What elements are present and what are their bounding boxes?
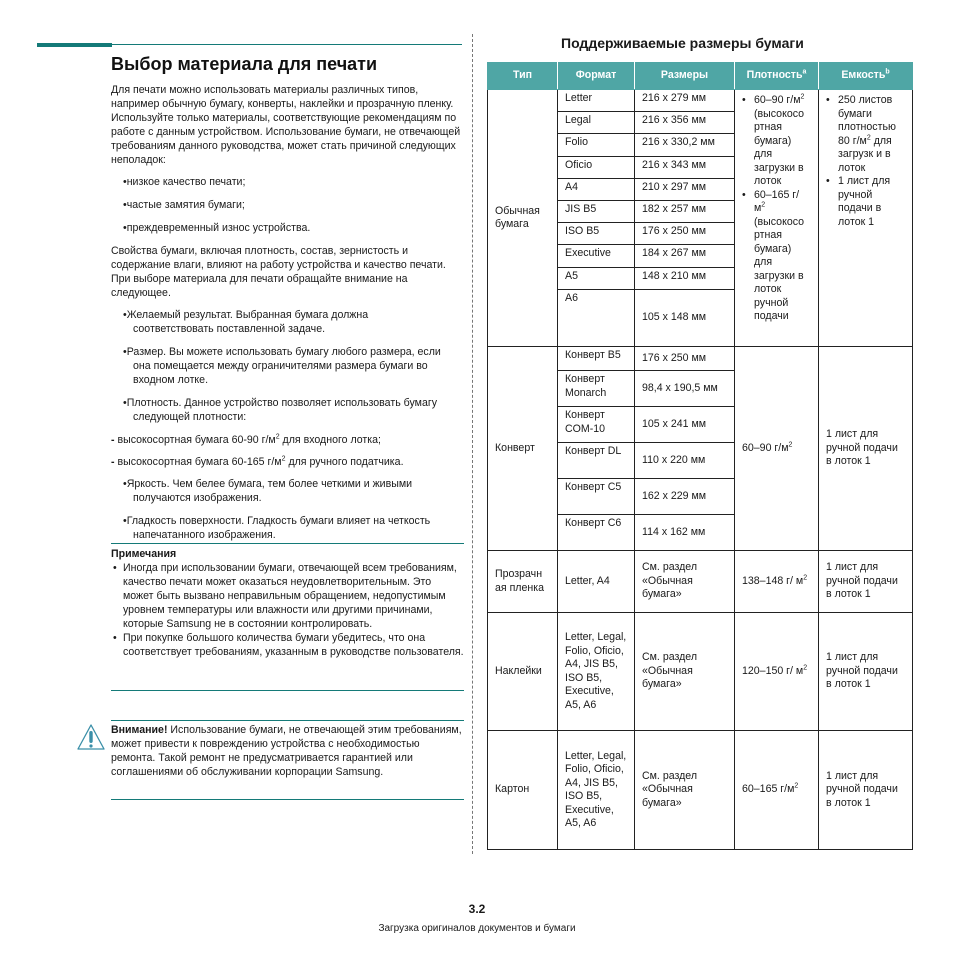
warning-text: Внимание! Использование бумаги, не отвечающей этим требованиям, может привести к повреждению устройства с необходимостью ремонта. Такой ремонт не предусматривается гарантией или соглашениями об обслуживании корпорации Samsung. (111, 724, 462, 778)
table-row (488, 90, 913, 112)
col-header-type: Тип (488, 63, 558, 90)
col-header-format: Формат (558, 63, 635, 90)
size-cell: 114 x 162 мм (635, 515, 735, 551)
col-header-capacity: Емкость$^b$ (819, 63, 913, 90)
col-header-size: Размеры (635, 63, 735, 90)
size-cell: 216 x 343 мм (635, 157, 735, 179)
warning-top-rule (111, 720, 464, 721)
notes-bottom-rule (111, 690, 464, 691)
format-cell: A6 (558, 290, 635, 347)
format-cell: Конверт B5 (558, 347, 635, 371)
col-header-weight: Плотность$^a$ (735, 63, 819, 90)
format-cell: Letter (558, 90, 635, 112)
warning-bottom-rule (111, 799, 464, 800)
factor-item: •Яркость. Чем белее бумага, тем более четкими и живыми получаются изображения. (123, 478, 413, 504)
format-cell: A5 (558, 268, 635, 290)
notes-top-rule (111, 543, 464, 544)
size-cell: 216 x 330,2 мм (635, 134, 735, 157)
format-cell: Конверт Monarch (558, 371, 635, 407)
weight-item: - высокосортная бумага 60-90 $г/м^2$ для входного лотка; (111, 433, 381, 446)
page-footer: Загрузка оригиналов документов и бумаги (378, 923, 576, 934)
factor-item: •Гладкость поверхности. Гладкость бумаги влияет на четкость напечатанного изображения. (123, 515, 431, 541)
size-cell: 216 x 356 мм (635, 112, 735, 134)
notes-box (111, 547, 464, 659)
weight-cell: 60–90 $г/м^2$ (735, 347, 819, 551)
factor-item: •Желаемый результат. Выбранная бумага должна соответствовать поставленной задаче. (123, 309, 369, 335)
format-cell: A4 (558, 179, 635, 201)
type-cell: Конверт (488, 347, 558, 551)
format-cell: Legal (558, 112, 635, 134)
table-title: Поддерживаемые размеры бумаги (561, 35, 804, 51)
size-cell: 162 x 229 мм (635, 479, 735, 515)
page-number: 3.2 (468, 902, 486, 916)
capacity-cell: 1 лист для ручной подачи в лоток 1 (819, 347, 913, 551)
intro-paragraph: Для печати можно использовать материалы различных типов, например обычную бумагу, конверты, наклейки и прозрачную пленку. Используйте только материалы, соответствующие рекомендациям по работе с данным устройством. Использование бумаги, не отвечающей требованиям данного руководства, может стать причиной следующих неполадок: (111, 84, 461, 166)
problem-item: •частые замятия бумаги; (123, 199, 245, 211)
table-row: Наклейки Letter, Legal, Folio, Oficio, A4, JIS B5, ISO B5, Executive, A5, A6 См. раздел «Обычная бумага» 120–150 г/ $м^2$ 1 лист для ручной подачи в лоток 1 (488, 613, 913, 731)
paper-sizes-table (487, 62, 913, 850)
format-cell: Конверт C5 (558, 479, 635, 515)
size-cell: 98,4 x 190,5 мм (635, 371, 735, 407)
size-cell: 105 x 241 мм (635, 407, 735, 443)
properties-paragraph: Свойства бумаги, включая плотность, состав, зернистость и содержание влаги, влияют на работу устройства и качество печати. При выборе материала для печати обращайте внимание на следующее. (111, 245, 446, 299)
size-cell: 176 x 250 мм (635, 223, 735, 245)
size-cell: 216 x 279 мм (635, 90, 735, 112)
format-cell: Oficio (558, 157, 635, 179)
format-cell: JIS B5 (558, 201, 635, 223)
weight-cell: • 60–90 $г/м^2$ (высокосо ртная бумага) для загрузки в лоток • 60–165 г/ $м^2$ (высокосо ртная бумага) для загрузки в лоток ручной подачи (735, 90, 819, 347)
note-item: • Иногда при использовании бумаги, отвечающей всем требованиям, качество печати может оказаться неудовлетворительным. Это может быть вызвано неправильным обращением, недопустимым уровнем температуры или влажности или другими причинами, которые Samsung не в состоянии контролировать. (111, 561, 464, 631)
notes-title: Примечания (111, 548, 177, 560)
type-cell: Обычная бумага (488, 90, 558, 347)
format-cell: Конверт COM-10 (558, 407, 635, 443)
format-cell: Конверт C6 (558, 515, 635, 551)
warning-icon (76, 722, 106, 752)
table-row (488, 347, 913, 371)
left-column (111, 83, 466, 551)
size-cell: 105 x 148 мм (635, 290, 735, 347)
table-row: Прозрачн ая пленка Letter, A4 См. раздел «Обычная бумага» 138–148 г/ $м^2$ 1 лист для ручной подачи в лоток 1 (488, 551, 913, 613)
size-cell: 110 x 220 мм (635, 443, 735, 479)
problem-item: •низкое качество печати; (123, 176, 246, 188)
factor-item: •Плотность. Данное устройство позволяет использовать бумагу следующей плотности: (123, 397, 438, 423)
column-divider (472, 34, 473, 854)
problem-item: •преждевременный износ устройства. (123, 222, 311, 234)
format-cell: Folio (558, 134, 635, 157)
page-title: Выбор материала для печати (111, 54, 378, 74)
size-cell: 176 x 250 мм (635, 347, 735, 371)
factor-item: •Размер. Вы можете использовать бумагу любого размера, если она помещается между ограничителями размера бумаги во входном лотке. (123, 346, 441, 386)
size-cell: 210 x 297 мм (635, 179, 735, 201)
table-row: Картон Letter, Legal, Folio, Oficio, A4, JIS B5, ISO B5, Executive, A5, A6 См. раздел «Обычная бумага» 60–165 $г/м^2$ 1 лист для ручной подачи в лоток 1 (488, 731, 913, 850)
format-cell: ISO B5 (558, 223, 635, 245)
weight-item: - высокосортная бумага 60-165 $г/м^2$ для ручного податчика. (111, 455, 404, 468)
table-header-row (488, 63, 913, 90)
note-item: • При покупке большого количества бумаги убедитесь, что она соответствует требованиям, указанным в руководстве пользователя. (111, 631, 464, 659)
size-cell: 182 x 257 мм (635, 201, 735, 223)
header-rule-accent (37, 43, 112, 47)
format-cell: Конверт DL (558, 443, 635, 479)
size-cell: 148 x 210 мм (635, 268, 735, 290)
capacity-cell: • 250 листов бумаги плотностью 80 $г/м^2$ для загрузк и в лоток • 1 лист для ручной подачи в лоток 1 (819, 90, 913, 347)
size-cell: 184 x 267 мм (635, 245, 735, 268)
format-cell: Executive (558, 245, 635, 268)
